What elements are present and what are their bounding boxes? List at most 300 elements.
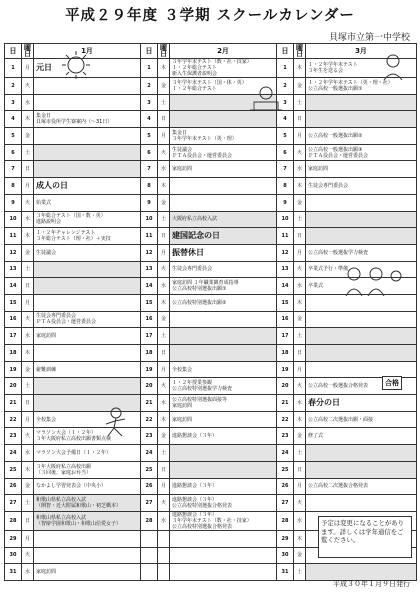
mar-events <box>306 461 417 478</box>
header-day: 日 <box>277 44 294 59</box>
feb-weekday: 水 <box>158 161 170 178</box>
feb-weekday: 月 <box>158 128 170 145</box>
feb-events <box>170 211 277 228</box>
mar-weekday: 土 <box>294 445 306 462</box>
event-text: 卒業式 <box>308 283 324 290</box>
event-text: 公立高校特別選抜合格発表 <box>172 523 233 530</box>
feb-events <box>170 278 277 295</box>
mar-events <box>306 228 417 245</box>
feb-day-number <box>141 564 158 581</box>
jan-weekday: 火 <box>22 78 34 95</box>
mar-weekday: 木 <box>294 294 306 311</box>
feb-day-number: 6 <box>141 144 158 161</box>
feb-day-number: 14 <box>141 278 158 295</box>
feb-weekday: 火 <box>158 495 170 512</box>
event-text: 貝塚市役所学生寮案内（～31日） <box>36 119 113 126</box>
jan-events <box>34 194 141 211</box>
teacher-illustration-icon <box>377 52 409 82</box>
feb-events <box>170 311 277 328</box>
event-text: 集金日 <box>172 129 188 136</box>
event-text: 公立高校一般選抜学力検査 <box>308 249 369 256</box>
mar-day-number: 10 <box>277 211 294 228</box>
event-text: 集金日 <box>36 113 52 120</box>
jan-weekday: 月 <box>22 294 34 311</box>
feb-weekday: 月 <box>158 244 170 261</box>
jan-day-number: 7 <box>5 161 22 178</box>
event-text: 新入生保護者説明会 <box>172 71 218 77</box>
jan-weekday: 日 <box>22 161 34 178</box>
calendar-row <box>5 128 417 145</box>
feb-weekday: 月 <box>158 478 170 495</box>
mar-events <box>306 411 417 428</box>
feb-weekday: 日 <box>158 345 170 362</box>
jan-day-number: 10 <box>5 211 22 228</box>
calendar-row <box>5 345 417 362</box>
jan-weekday: 水 <box>22 445 34 462</box>
feb-day-number: 28 <box>141 511 158 530</box>
feb-day-number: 10 <box>141 211 158 228</box>
jan-events <box>34 228 141 245</box>
event-text: 成人の日 <box>36 180 68 190</box>
feb-events <box>170 564 277 581</box>
feb-events <box>170 345 277 362</box>
event-text: なかよし学習発表会（中央小） <box>36 483 107 490</box>
feb-events <box>170 530 277 547</box>
calendar-row <box>5 194 417 211</box>
jan-day-number: 26 <box>5 478 22 495</box>
calendar-row <box>5 495 417 512</box>
event-text: 家庭訪問 <box>172 416 193 423</box>
feb-weekday <box>158 530 170 547</box>
jan-events <box>34 378 141 395</box>
mar-events <box>306 395 417 412</box>
event-text: 和歌山県私立高校入試 <box>36 514 87 521</box>
calendar-row <box>5 144 417 161</box>
jan-day-number: 4 <box>5 111 22 128</box>
feb-weekday: 木 <box>158 411 170 428</box>
jan-day-number: 18 <box>5 345 22 362</box>
calendar-row <box>5 378 417 395</box>
mar-events <box>306 211 417 228</box>
mar-day-number: 20 <box>277 378 294 395</box>
event-text: 始業式 <box>36 199 52 206</box>
mar-events <box>306 445 417 462</box>
feb-day-number: 21 <box>141 395 158 412</box>
event-text: 家庭訪問 <box>36 569 57 576</box>
mar-weekday: 木 <box>294 411 306 428</box>
pass-badge: 合格 <box>382 376 402 390</box>
calendar-row <box>5 178 417 195</box>
feb-day-number: 18 <box>141 345 158 362</box>
mar-day-number: 18 <box>277 345 294 362</box>
event-text: ３年学年末テスト（数・社・技家） <box>172 517 252 524</box>
school-name: 貝塚市立第一中学校 <box>328 33 410 43</box>
feb-events <box>170 228 277 245</box>
feb-events <box>170 495 277 512</box>
mar-events <box>306 111 417 128</box>
mar-weekday: 火 <box>294 144 306 161</box>
feb-day-number: 3 <box>141 94 158 111</box>
event-text: 公立高校一般選抜合格発表 <box>308 383 369 390</box>
mar-weekday: 日 <box>294 111 306 128</box>
event-text: 進路懇談会（３年） <box>172 511 218 518</box>
mar-day-number: 14 <box>277 278 294 295</box>
issue-date: 平成３０年１月９日発行 <box>333 580 410 588</box>
mar-weekday: 土 <box>294 564 306 581</box>
mar-events <box>306 564 417 581</box>
jan-day-number: 9 <box>5 194 22 211</box>
jan-events <box>34 445 141 462</box>
event-text: ＰＴＡ役員会・運営委員会 <box>172 152 233 159</box>
event-text: 建国記念の日 <box>172 231 220 241</box>
jan-events <box>34 478 141 495</box>
feb-events <box>170 378 277 395</box>
feb-day-number: 25 <box>141 461 158 478</box>
studying-student-illustration-icon <box>246 84 286 114</box>
mar-weekday: 土 <box>294 211 306 228</box>
mar-events <box>306 495 417 512</box>
jan-day-number: 19 <box>5 361 22 378</box>
event-text: 全校集会 <box>36 416 57 423</box>
feb-day-number <box>141 547 158 564</box>
jan-day-number: 24 <box>5 445 22 462</box>
event-text: 避難訓練 <box>36 366 57 373</box>
jan-day-number: 30 <box>5 547 22 564</box>
feb-events <box>170 461 277 478</box>
event-text: マラソン大会（１・２年） <box>36 430 97 437</box>
feb-day-number: 2 <box>141 78 158 95</box>
feb-day-number: 19 <box>141 361 158 378</box>
mar-weekday: 金 <box>294 547 306 564</box>
calendar-row <box>5 445 417 462</box>
jan-weekday: 火 <box>22 311 34 328</box>
feb-events <box>170 244 277 261</box>
mar-weekday: 土 <box>294 94 306 111</box>
feb-weekday: 日 <box>158 461 170 478</box>
jan-weekday: 金 <box>22 478 34 495</box>
jan-day-number: 22 <box>5 411 22 428</box>
feb-weekday: 月 <box>158 361 170 378</box>
jan-events <box>34 311 141 328</box>
jan-weekday: 日 <box>22 511 34 530</box>
jan-weekday: 金 <box>22 361 34 378</box>
event-text: 公立高校二次選抜合格発表 <box>308 483 369 490</box>
feb-weekday: 水 <box>158 395 170 412</box>
feb-events <box>170 411 277 428</box>
feb-weekday: 火 <box>158 144 170 161</box>
feb-day-number: 9 <box>141 194 158 211</box>
jan-events <box>34 111 141 128</box>
mar-day-number: 30 <box>277 547 294 564</box>
calendar-row <box>5 311 417 328</box>
mar-day-number: 17 <box>277 328 294 345</box>
mar-weekday: 金 <box>294 194 306 211</box>
mar-weekday: 火 <box>294 495 306 512</box>
mar-events <box>306 428 417 445</box>
jan-events <box>34 345 141 362</box>
mar-day-number: 23 <box>277 428 294 445</box>
jan-day-number: 28 <box>5 511 22 530</box>
calendar-row <box>5 564 417 581</box>
calendar-row <box>5 361 417 378</box>
feb-day-number: 24 <box>141 445 158 462</box>
mar-events <box>306 94 417 111</box>
jan-events <box>34 144 141 161</box>
calendar-row <box>5 411 417 428</box>
jan-weekday: 月 <box>22 59 34 78</box>
header-month-feb: 2月 <box>170 44 277 59</box>
jan-events <box>34 161 141 178</box>
jan-weekday: 金 <box>22 244 34 261</box>
jan-weekday: 土 <box>22 495 34 512</box>
jan-weekday: 土 <box>22 261 34 278</box>
feb-events <box>170 294 277 311</box>
mar-day-number: 29 <box>277 530 294 547</box>
feb-weekday: 金 <box>158 311 170 328</box>
jan-events <box>34 547 141 564</box>
event-text: 卒業式予行・準備 <box>308 266 349 273</box>
event-text: 家庭訪問 <box>36 333 57 340</box>
event-text: 進路説明会 <box>36 219 62 226</box>
mar-day-number: 2 <box>277 78 294 95</box>
header-day: 日 <box>5 44 22 59</box>
mar-day-number: 12 <box>277 244 294 261</box>
jan-day-number: 5 <box>5 128 22 145</box>
event-text: １・２年授業参観 <box>172 380 213 387</box>
event-text: 全校集会 <box>172 366 193 373</box>
mar-day-number: 31 <box>277 564 294 581</box>
feb-events <box>170 328 277 345</box>
feb-day-number: 26 <box>141 478 158 495</box>
page-title: 平成２９年度 ３学期 スクールカレンダー <box>65 8 355 24</box>
event-text: 生徒会専門委員会 <box>36 313 77 320</box>
event-text: 公立高校一般選抜出願② <box>308 132 363 139</box>
event-text: 和歌山県私立高校入試 <box>36 497 87 504</box>
jan-day-number: 23 <box>5 428 22 445</box>
mar-day-number: 8 <box>277 178 294 195</box>
feb-weekday: 日 <box>158 228 170 245</box>
jan-day-number: 17 <box>5 328 22 345</box>
header-day: 日 <box>141 44 158 59</box>
mar-weekday: 金 <box>294 428 306 445</box>
feb-day-number: 22 <box>141 411 158 428</box>
calendar-row <box>5 328 417 345</box>
event-text: ３年生を送る会 <box>308 68 344 74</box>
event-text: ３年学年末テスト（国・体・英） <box>172 79 247 86</box>
jan-weekday: 木 <box>22 228 34 245</box>
jan-weekday: 水 <box>22 94 34 111</box>
jan-events <box>34 261 141 278</box>
jan-weekday: 木 <box>22 111 34 128</box>
jan-day-number: 16 <box>5 311 22 328</box>
event-text: 家庭訪問 <box>172 166 193 173</box>
calendar-row <box>5 161 417 178</box>
jan-day-number: 21 <box>5 395 22 412</box>
event-text: 生徒会専門委員会 <box>308 182 349 189</box>
event-text: 公立高校一般選抜出願① <box>308 85 363 92</box>
mar-weekday: 金 <box>294 78 306 95</box>
event-text: 進路懇談会（３年） <box>172 497 218 504</box>
jan-day-number: 25 <box>5 461 22 478</box>
mar-day-number: 5 <box>277 128 294 145</box>
notice-box: 予定は変更になることがあります。詳しくは学年通信をご覧ください。 <box>318 516 412 558</box>
feb-weekday: 土 <box>158 328 170 345</box>
feb-events <box>170 194 277 211</box>
feb-day-number: 1 <box>141 59 158 78</box>
jan-day-number: 15 <box>5 294 22 311</box>
graduation-illustration-icon <box>338 262 408 298</box>
mar-weekday: 日 <box>294 228 306 245</box>
event-text: 公立高校一般選抜出願③ <box>308 146 363 153</box>
event-text: 生徒会専門委員会 <box>172 266 213 273</box>
feb-day-number <box>141 530 158 547</box>
feb-weekday <box>158 564 170 581</box>
jan-events <box>34 128 141 145</box>
mar-weekday: 木 <box>294 178 306 195</box>
jan-events <box>34 495 141 512</box>
event-text: 公立高校特別選抜学力検査 <box>172 386 233 393</box>
event-text: 春分の日 <box>308 397 340 407</box>
feb-day-number: 5 <box>141 128 158 145</box>
mar-day-number: 6 <box>277 144 294 161</box>
event-text: 公立高校二次選抜出願・面接 <box>308 416 374 423</box>
feb-events <box>170 361 277 378</box>
mar-weekday: 火 <box>294 378 306 395</box>
mar-events <box>306 345 417 362</box>
event-text: 公立高校特別選抜面接等 <box>172 396 228 403</box>
feb-weekday <box>158 547 170 564</box>
event-text: ＰＴＡ役員会・運営委員会 <box>308 152 369 159</box>
jan-events <box>34 244 141 261</box>
mar-weekday: 水 <box>294 278 306 295</box>
feb-events <box>170 428 277 445</box>
jan-weekday: 火 <box>22 547 34 564</box>
event-text: 公立高校特別選抜出願② <box>172 299 227 306</box>
event-text: マラソン大会予備日（１・２年） <box>36 449 112 456</box>
calendar-row <box>5 94 417 111</box>
mar-day-number: 1 <box>277 59 294 78</box>
feb-events <box>170 261 277 278</box>
jan-events <box>34 211 141 228</box>
event-text: １・２年チャレンジテスト <box>36 230 96 237</box>
feb-events <box>170 59 277 78</box>
feb-day-number: 7 <box>141 161 158 178</box>
calendar-row <box>5 478 417 495</box>
mar-events <box>306 178 417 195</box>
mar-day-number: 7 <box>277 161 294 178</box>
event-text: 進路懇談会（３年） <box>172 483 218 490</box>
mar-weekday: 月 <box>294 128 306 145</box>
jan-events <box>34 278 141 295</box>
mar-day-number: 4 <box>277 111 294 128</box>
feb-day-number: 4 <box>141 111 158 128</box>
mar-weekday: 月 <box>294 244 306 261</box>
mar-day-number: 27 <box>277 495 294 512</box>
mar-weekday: 火 <box>294 261 306 278</box>
event-text: 公立高校特別選抜合格発表 <box>172 503 233 510</box>
mar-events <box>306 311 417 328</box>
calendar-row <box>5 111 417 128</box>
feb-weekday: 火 <box>158 378 170 395</box>
sun-illustration-icon <box>58 49 94 81</box>
feb-weekday: 土 <box>158 94 170 111</box>
mar-events <box>306 478 417 495</box>
feb-events <box>170 478 277 495</box>
mar-events <box>306 194 417 211</box>
jan-day-number: 12 <box>5 244 22 261</box>
jan-weekday: 土 <box>22 144 34 161</box>
event-text: 大阪府私立高校入試 <box>172 216 218 223</box>
feb-events <box>170 144 277 161</box>
feb-day-number: 17 <box>141 328 158 345</box>
header-weekday: 曜日 <box>158 44 170 59</box>
feb-events <box>170 178 277 195</box>
jan-day-number: 6 <box>5 144 22 161</box>
event-text: １・２年学年末テスト <box>308 62 358 68</box>
mar-weekday: 月 <box>294 361 306 378</box>
jan-weekday: 土 <box>22 378 34 395</box>
jan-events <box>34 294 141 311</box>
jan-day-number: 27 <box>5 495 22 512</box>
event-text: 生徒議会 <box>172 146 193 153</box>
jan-events <box>34 361 141 378</box>
feb-events <box>170 547 277 564</box>
mar-day-number: 25 <box>277 461 294 478</box>
mar-day-number: 13 <box>277 261 294 278</box>
feb-weekday: 日 <box>158 111 170 128</box>
jan-day-number: 2 <box>5 78 22 95</box>
jan-events <box>34 511 141 530</box>
mar-events <box>306 161 417 178</box>
jan-weekday: 日 <box>22 278 34 295</box>
feb-day-number: 13 <box>141 261 158 278</box>
mar-events <box>306 328 417 345</box>
header-weekday: 曜日 <box>22 44 34 59</box>
event-text: １・２年総合テスト <box>172 65 217 71</box>
jan-weekday: 金 <box>22 128 34 145</box>
jan-day-number: 20 <box>5 378 22 395</box>
jan-day-number: 13 <box>5 261 22 278</box>
runner-illustration-icon <box>98 406 134 440</box>
calendar-row <box>5 228 417 245</box>
mar-events <box>306 244 417 261</box>
event-text: １・２年学年末テスト（英・理・社） <box>308 79 393 86</box>
mar-day-number: 11 <box>277 228 294 245</box>
feb-weekday: 金 <box>158 428 170 445</box>
feb-weekday: 水 <box>158 278 170 295</box>
jan-weekday: 水 <box>22 211 34 228</box>
jan-weekday: 水 <box>22 328 34 345</box>
event-text: 公立高校特別選抜出願① <box>172 286 227 293</box>
event-text: 元日 <box>36 63 52 72</box>
event-text: 修了式 <box>308 433 324 440</box>
event-text: ３年大阪府私立高校出願 <box>36 463 92 470</box>
event-text: ３年大阪府私立高校出願書類点検 <box>36 436 112 443</box>
mar-weekday: 日 <box>294 345 306 362</box>
mar-events <box>306 128 417 145</box>
mar-day-number: 24 <box>277 445 294 462</box>
feb-weekday: 水 <box>158 511 170 530</box>
mar-weekday: 日 <box>294 461 306 478</box>
jan-weekday: 木 <box>22 345 34 362</box>
feb-events <box>170 161 277 178</box>
feb-weekday: 金 <box>158 194 170 211</box>
feb-weekday: 木 <box>158 59 170 78</box>
event-text: 進路懇談会（３年） <box>172 433 218 440</box>
jan-weekday: 水 <box>22 564 34 581</box>
feb-events <box>170 128 277 145</box>
jan-events <box>34 94 141 111</box>
